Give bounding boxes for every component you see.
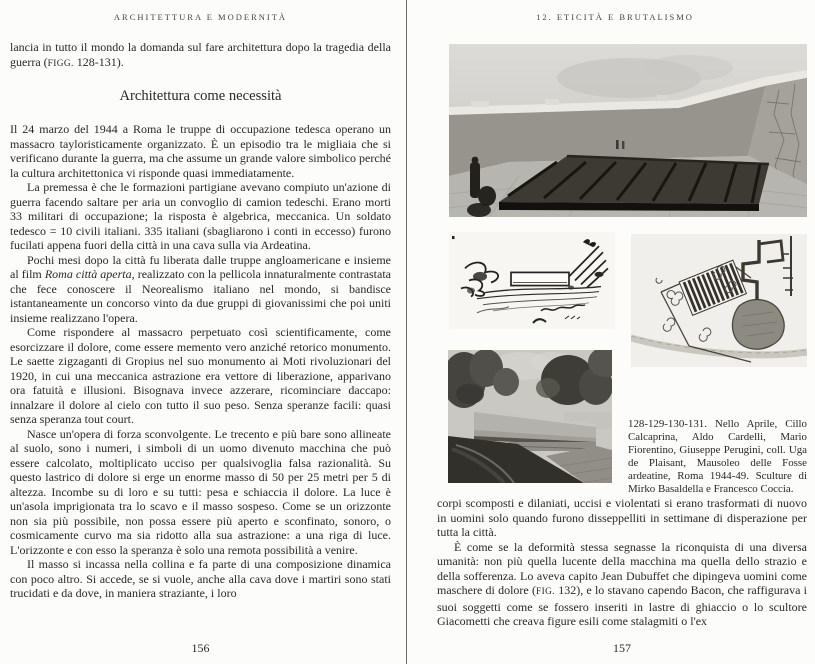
paragraph xyxy=(10,180,391,253)
figure-131-image xyxy=(448,350,612,483)
left-intro-paragraphs xyxy=(10,40,391,71)
left-paragraphs xyxy=(10,122,391,601)
text-run: 132), e lo stavano capendo Bacon, che raffigurava i suoi soggetti come se fossero inseriti in lastre di ghiaccio o lo scultore Giacometti che creava figure esili come stalagmiti o l'ex xyxy=(437,583,807,628)
section-heading: Architettura come necessità xyxy=(119,88,282,104)
page-number-right: 157 xyxy=(613,641,631,655)
paragraph xyxy=(10,253,391,326)
small-caps-figure-reference: FIGG. xyxy=(47,58,74,69)
figure-128-perspective-drawing xyxy=(449,44,807,217)
text-run: Pochi mesi dopo la città fu liberata dalle truppe angloamericane e insieme al film xyxy=(10,252,391,281)
figure-131-photograph xyxy=(448,350,612,483)
figure-129-image xyxy=(449,232,615,329)
right-page-body xyxy=(437,496,807,629)
text-run: È come se la deformità stessa segnasse la riconquista di una diversa umanità: non più quella lucente della macchina ma quella dello strazio e della sofferenza. Lo aveva capito Jean Dubuffet che dipingeva uomini come maschere di dolore ( xyxy=(437,539,807,597)
small-caps-figure-reference: FIG. xyxy=(535,587,555,597)
italic-text-run: Roma città aperta xyxy=(44,267,132,281)
text-run: Il 24 marzo del 1944 a Roma le truppe di occupazione tedesca operano un massacro tayloristicamente organizzato. È un episodio tra le migliaia che si verificano durante la guerra, ma che assume un grande valore simbolico perché la cultura architettonica vi risponde quasi immediatamente. xyxy=(10,122,391,180)
right-paragraphs xyxy=(437,496,807,629)
running-head-left: ARCHITETTURA E MODERNITÀ xyxy=(113,12,288,22)
paragraph xyxy=(10,40,391,71)
running-head-right: 12. ETICITÀ E BRUTALISMO xyxy=(536,12,694,22)
left-page-body xyxy=(10,40,391,601)
text-run: lancia in tutto il mondo la domanda sul fare architettura dopo la tragedia della guerra ( xyxy=(10,40,391,69)
paragraph xyxy=(10,325,391,427)
paragraph xyxy=(10,427,391,558)
text-run: Il masso si incassa nella collina e fa parte di una composizione dinamica con poco altro. Si accede, se si vuole, anche alla cava dove i martiri sono stati trucidati e da dove, in maniera straziante, i loro xyxy=(10,557,391,600)
page-gutter-line xyxy=(406,0,407,664)
page-number-left: 156 xyxy=(191,641,210,655)
figure-130-image xyxy=(631,234,807,367)
text-run: Nasce un'opera di forza sconvolgente. Le trecento e più bare sono allineate al suolo, sono i numeri, i simboli di un uomo divenuto macchina che può essere calcolato, moltiplicato ucciso per qualsivoglia falsa razionalità. Su questo lastrico di dolore si erge un enorme masso di 50 per 25 metri per 5 di altezza. Incombe su di loro e su tutti: pesa e schiaccia il dolore. La luce è un'asola imprigionata tra lo scavo e il masso sospeso. Come se un orizzonte non sia più possibile, non possa essere più aperto e sconfinato, sonoro, o cosmicamente curvo ma sia ridotto alla sua astrazione: a una riga di luce. L'orizzonte e con esso la speranza è solo una remota possibilità a venire. xyxy=(10,426,391,557)
paragraph xyxy=(10,557,391,601)
text-run: Come rispondere al massacro perpetuato così scientificamente, come esorcizzare il dolore, come essere memento vero anziché retorico monumento. Le saette zigzaganti di Gropius nel suo monumento ai Moti rivoluzionari del 1920, in cui una meccanica astrazione era vettore di liberazione, apparivano ora fatuità e illusioni. Bisognava invece azzerare, ricominciare daccapo: innalzare il dolore al cielo con tutto il suo peso. Senza speranze facili: quasi senza speranza tout court. xyxy=(10,325,391,426)
figure-129-ink-sketch xyxy=(449,232,615,329)
paragraph xyxy=(437,540,807,629)
figure-128-image xyxy=(449,44,807,217)
text-run: La premessa è che le formazioni partigiane avevano compiuto un'azione di guerra facendo saltare per aria un convoglio di camion tedeschi. Erano morti 33 militari di occupazione; la risposta è algebrica, meccanica. Un soldato tedesco = 10 civili italiani. 335 italiani (sbagliarono i conti in eccesso) furono fucilati appena fuori della città in una cava sulla via Ardeatina. xyxy=(10,180,391,252)
paragraph xyxy=(10,122,391,180)
paragraph xyxy=(437,496,807,540)
text-run: , realizzato con la pellicola innaturalmente contrastata che fece conoscere il Neorealismo italiano nel mondo, si bandisce istantaneamente un concorso vinto da due gruppi di giovanissimi che poi uniti insieme realizzano l'opera. xyxy=(10,267,392,325)
figure-caption: 128-129-130-131. Nello Aprile, Cillo Calcaprina, Aldo Cardelli, Mario Fiorentino, Giuseppe Perugini, coll. Uga de Plaisant, Mausoleo delle Fosse ardeatine, Roma 1944-49. Sculture di Mirko Basaldella e Francesco Coccia. xyxy=(628,418,807,496)
figure-130-site-plan xyxy=(631,234,807,367)
text-run: 128-131). xyxy=(73,54,124,69)
text-run: corpi scomposti e dilaniati, uccisi e violentati si erano trasformati di nuovo in uomini solo quando furono disseppelliti in settimane di disperazione per tutta la città. xyxy=(437,496,807,539)
